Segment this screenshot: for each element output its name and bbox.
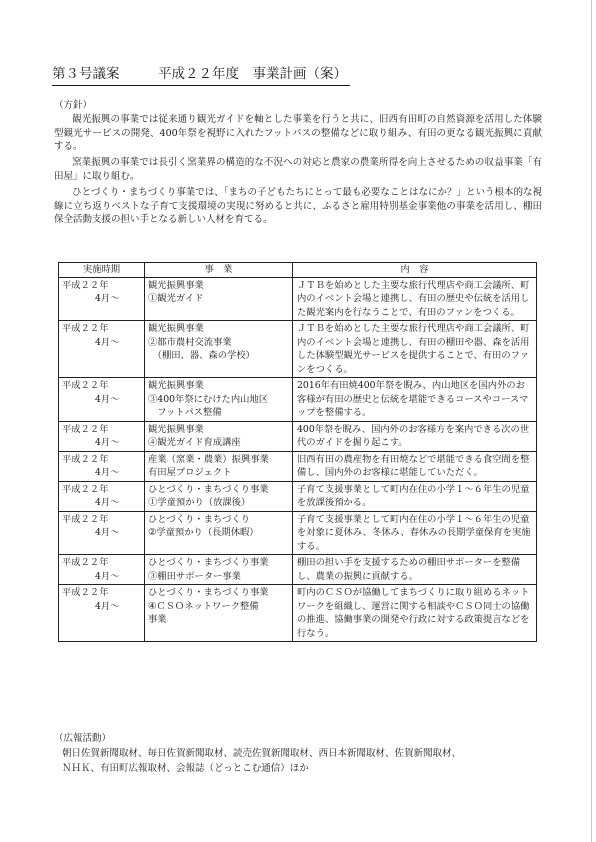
- table-row: [59, 421, 537, 451]
- period-month: 4月～: [95, 437, 120, 448]
- period-month: 4月～: [95, 393, 120, 405]
- table-row: [59, 585, 537, 642]
- page-edge-line: [591, 0, 592, 842]
- period-year: 平成２２年: [62, 557, 109, 568]
- content-cell: 子育て支援事業として町内在住の小学１～６年生の児童を放課後預かる。: [293, 481, 537, 511]
- period-month: 4月～: [95, 467, 120, 478]
- content-cell: 町内のＣＳＯが協働してまちづくりに取り組めるネットワークを組織し、運営に関する相談やＣＳＯ同士の協働の推進、協働事業の開発や行政に対する政策提言などを行なう。: [293, 585, 537, 642]
- period-cell: [59, 421, 145, 451]
- period-cell: [59, 555, 145, 585]
- period-month: 4月～: [95, 600, 120, 612]
- agenda-number: 第３号議案: [52, 66, 120, 82]
- period-year: 平成２２年: [62, 587, 109, 598]
- project-cell: 産業（窯業・農業）振興事業 有田屋プロジェクト: [145, 451, 293, 481]
- table-header-row: [59, 263, 537, 278]
- table-row: [59, 555, 537, 585]
- period-cell: [59, 321, 145, 378]
- table-row: [59, 277, 537, 321]
- period-month: 4月～: [95, 336, 120, 348]
- project-cell: 観光振興事業 ①観光ガイド: [145, 277, 293, 321]
- table-row: [59, 451, 537, 481]
- period-cell: [59, 451, 145, 481]
- header-content: 内 容: [293, 263, 537, 278]
- content-cell: 2016年有田焼400年祭を睨み、内山地区を国内外のお客様が有田の歴史と伝統を堪能できるコースやコースマップを整備する。: [293, 378, 537, 422]
- project-cell: ひとづくり・まちづくり事業 ①学童預かり（放課後）: [145, 481, 293, 511]
- content-cell: 子育て支援事業として町内在住の小学１～６年生の児童を対象に夏休み、冬休み、春休みの長期学童保育を実施する。: [293, 511, 537, 555]
- period-year: 平成２２年: [62, 453, 109, 465]
- period-year: 平成２２年: [62, 380, 109, 391]
- content-cell: ＪＴＢを始めとした主要な旅行代理店や商工会議所、町内のイベント会場と連携し、有田の歴史や伝統を活用した観光案内を行なうことで、有田のファンをつくる。: [293, 277, 537, 321]
- period-year: 平成２２年: [62, 323, 109, 334]
- period-year: 平成２２年: [62, 483, 109, 495]
- table-row: [59, 511, 537, 555]
- document-title: [52, 66, 352, 83]
- policy-paragraph-1: 観光振興の事業では従来通り観光ガイドを軸とした事業を行うと共に、旧西有田町の自然資源を活用した体験型観光サービスの開発、400年祭を視野に入れたフットパスの整備などに取り組み、有田の更なる観光振興に貢献する。: [54, 114, 542, 152]
- period-month: 4月～: [95, 570, 120, 582]
- table-row: [59, 481, 537, 511]
- policy-paragraph-3: ひとづくり・まちづくり事業では、「まちの子どもたちにとって最も必要なことはなにか？」という根本的な視線に立ち返りベストな子育て支援環境の実現に努めると共に、ふるさと雇用特別基金事業他の事業を活用し、棚田保全活動支援の担い手となる新しい人材を育てる。: [54, 187, 542, 225]
- period-month: 4月～: [95, 293, 120, 304]
- period-month: 4月～: [95, 497, 120, 508]
- period-cell: [59, 585, 145, 642]
- table-row: [59, 378, 537, 422]
- content-cell: ＪＴＢを始めとした主要な旅行代理店や商工会議所、町内のイベント会場と連携し、有田の棚田や器、森を活用した体験型観光サービスを提供することで、有田のファンをつくる。: [293, 321, 537, 378]
- header-project: 事 業: [145, 263, 293, 278]
- header-period: 実施時期: [59, 263, 145, 278]
- pr-heading: （広報活動）: [54, 733, 112, 744]
- project-cell: 観光振興事業 ②都市農村交流事業 （棚田、器、森の学校）: [145, 321, 293, 378]
- period-cell: [59, 481, 145, 511]
- project-plan-table: [58, 262, 537, 642]
- period-cell: [59, 277, 145, 321]
- period-year: 平成２２年: [62, 279, 109, 291]
- period-month: 4月～: [95, 527, 120, 538]
- period-year: 平成２２年: [62, 423, 109, 435]
- title-underline: [52, 85, 350, 86]
- content-cell: 棚田の担い手を支援するための棚田サポーターを整備し、農業の振興に貢献する。: [293, 555, 537, 585]
- table-row: [59, 321, 537, 378]
- project-cell: ひとづくり・まちづくり ②学童預かり（長期休暇）: [145, 511, 293, 555]
- policy-paragraph-2: 窯業振興の事業では長引く窯業界の構造的な不況への対応と農家の農業所得を向上させるための収益事業「有田屋」に取り組む。: [54, 157, 542, 182]
- period-cell: [59, 378, 145, 422]
- content-cell: 旧西有田の農産物を有田焼などで堪能できる食空間を整備し、国内外のお客様に堪能していただく。: [293, 451, 537, 481]
- period-cell: [59, 511, 145, 555]
- pr-line-1: 朝日佐賀新聞取材、毎日佐賀新聞取材、読売佐賀新聞取材、西日本新聞取材、佐賀新聞取材、: [62, 748, 462, 759]
- project-cell: ひとづくり・まちづくり事業 ④ＣＳＯネットワーク整備 事業: [145, 585, 293, 642]
- period-year: 平成２２年: [62, 513, 109, 525]
- project-cell: 観光振興事業 ④観光ガイド育成講座: [145, 421, 293, 451]
- pr-line-2: ＮＨＫ、有田町広報取材、会報誌（どっとこむ通信）ほか: [62, 763, 309, 774]
- content-cell: 400年祭を睨み、国内外のお客様方を案内できる次の世代のガイドを掘り起こす。: [293, 421, 537, 451]
- title-subject: 平成２２年度 事業計画（案）: [158, 66, 347, 82]
- policy-heading: （方針）: [54, 100, 93, 111]
- project-cell: ひとづくり・まちづくり事業 ③棚田サポーター事業: [145, 555, 293, 585]
- project-cell: 観光振興事業 ③400年祭にむけた内山地区 フットパス整備: [145, 378, 293, 422]
